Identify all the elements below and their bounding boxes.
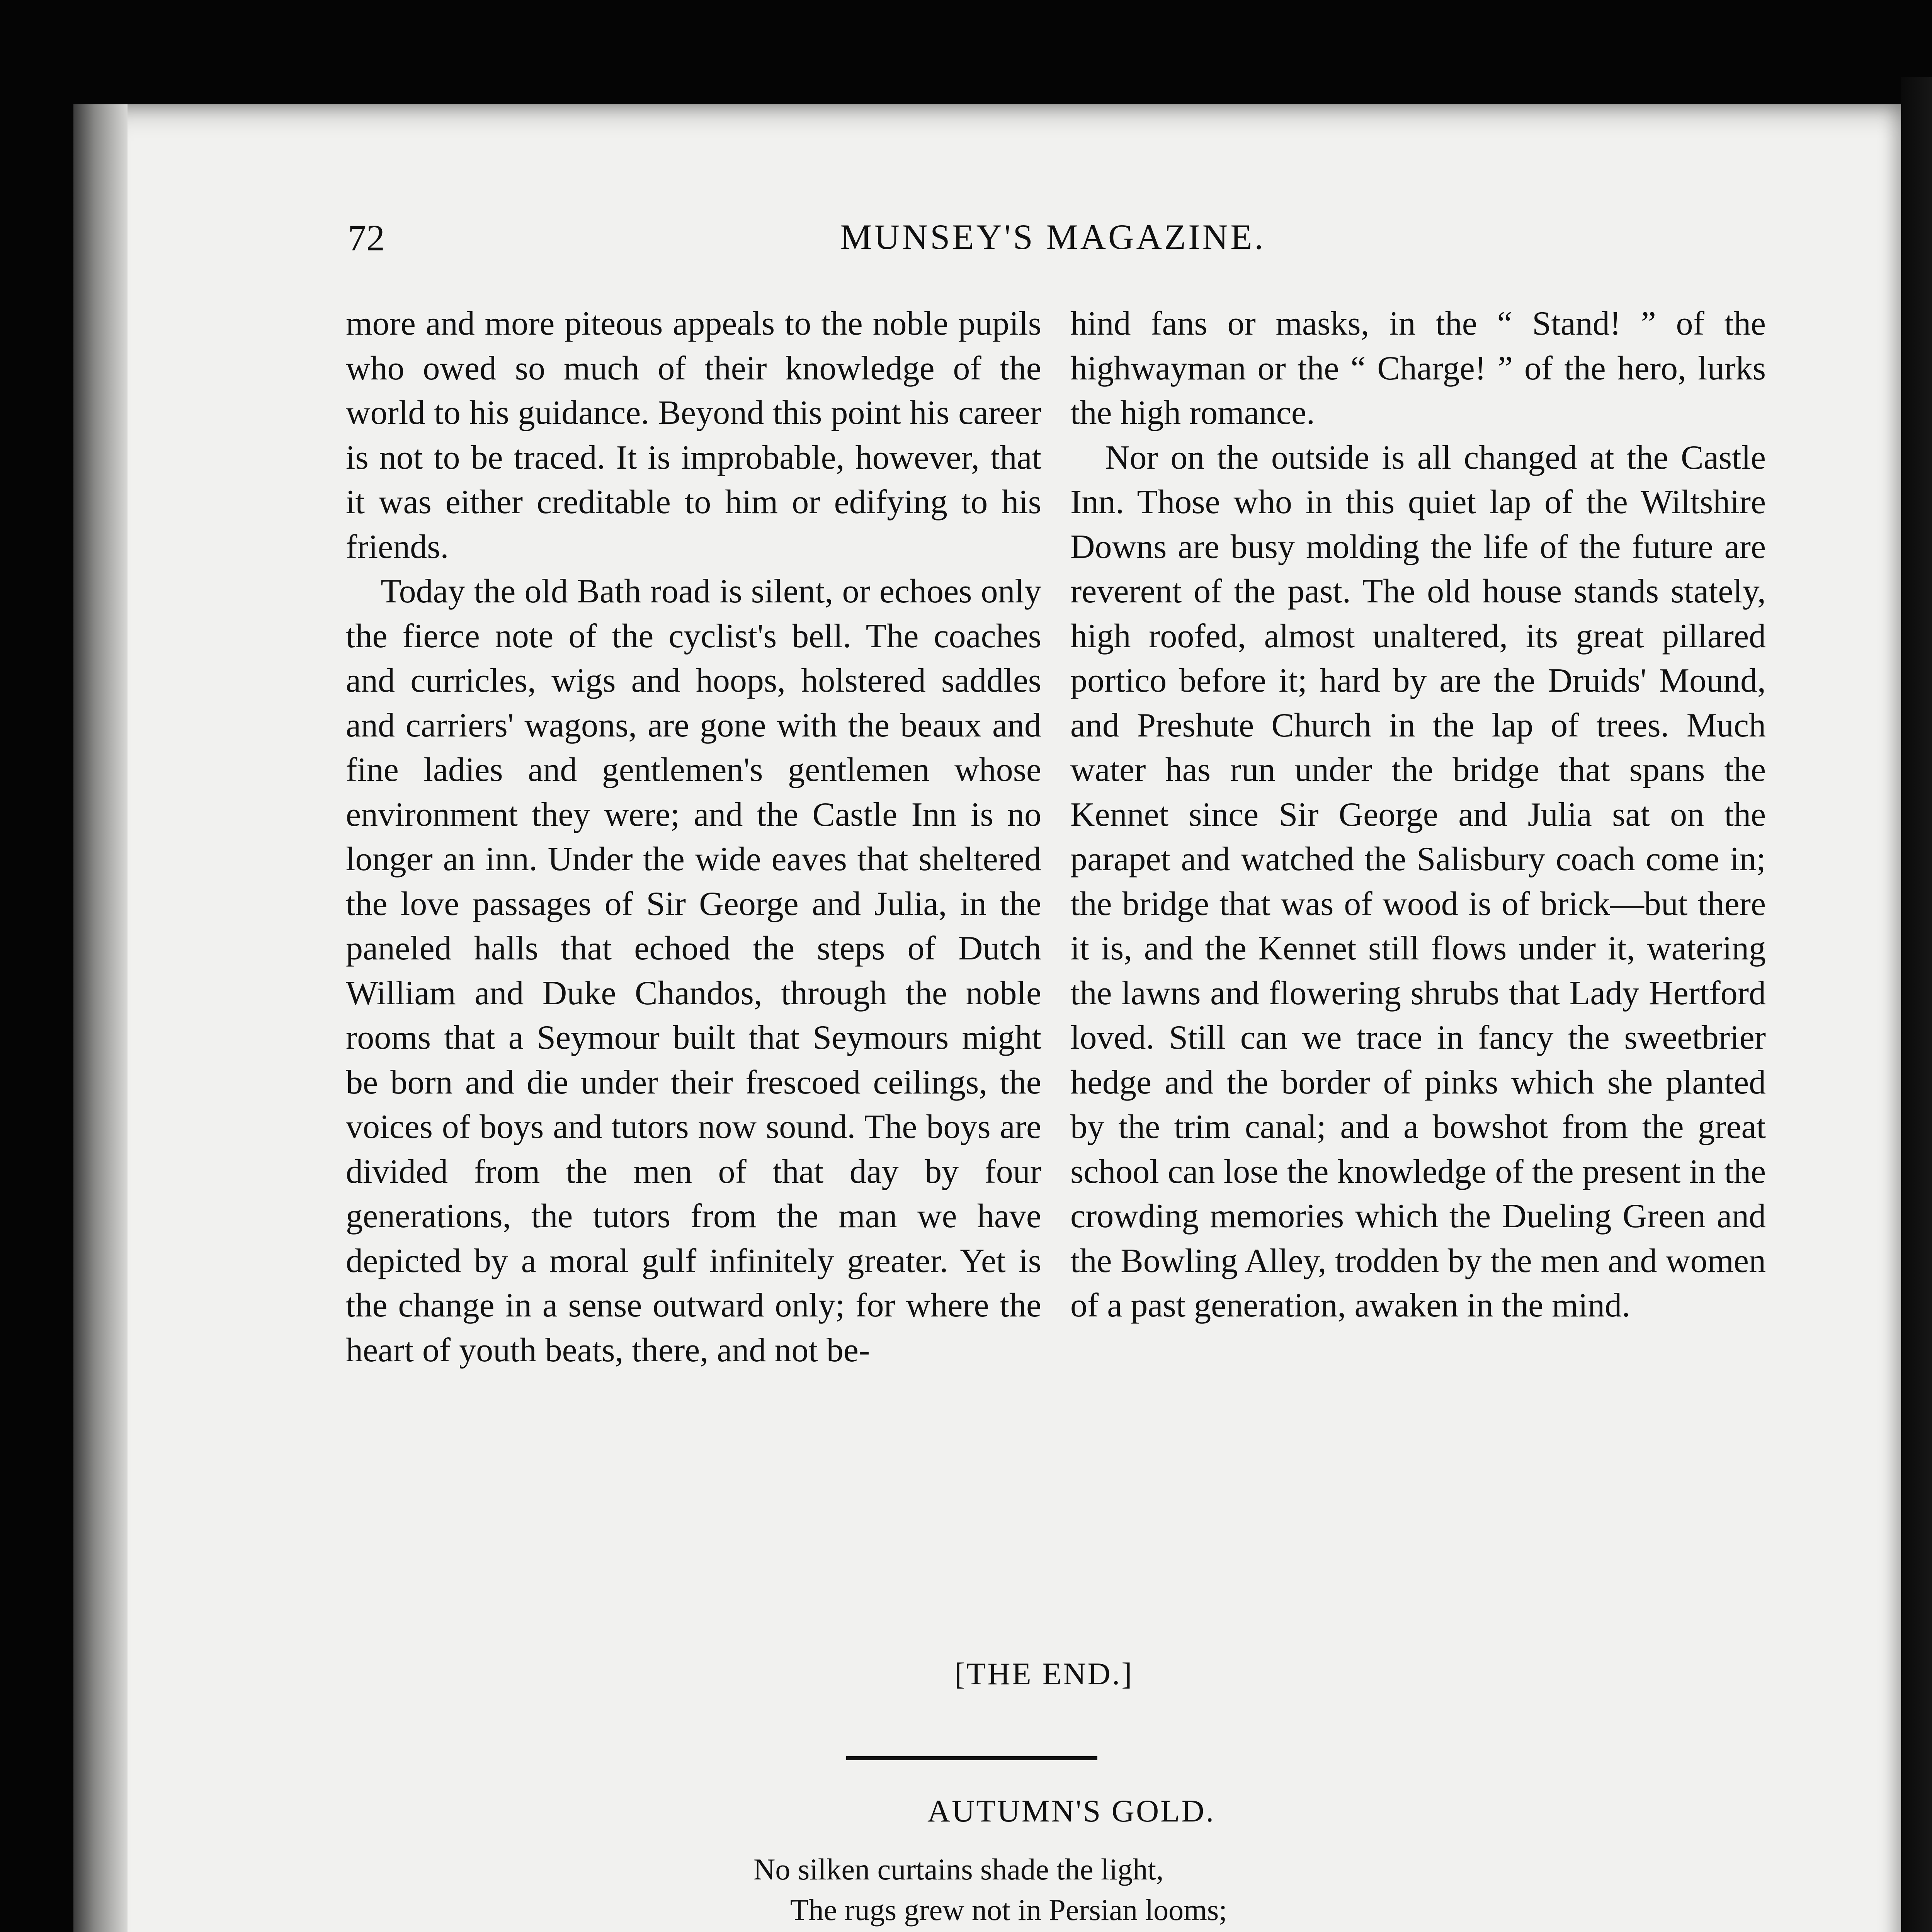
poem-line	[753, 1930, 1410, 1932]
paragraph: Nor on the outside is all changed at the Castle Inn. Those who in this quiet lap of the Wiltshire Downs are busy molding the life of the future are reverent of the past. The old house stands stately, high roofed, almost unaltered, its great pillared portico before it; hard by are the Druids' Mound, and Preshute Church in the lap of trees. Much water has run under the bridge that spans the Kennet since Sir George and Julia sat on the parapet and watched the Salisbury coach come in; the bridge that was of wood is of brick—but there it is, and the Kennet still flows under it, watering the lawns and flowering shrubs that Lady Hertford loved. Still can we trace in fancy the sweetbrier hedge and the border of pinks which she planted by the trim canal; and a bowshot from the great school can lose the knowledge of the present in the crowding memories which the Dueling Green and the Bowling Alley, trodden by the men and women of a past generation, awaken in the mind.	[1070, 439, 1766, 1324]
paragraph: hind fans or masks, in the “ Stand! ” of the highwayman or the “ Charge! ” of the hero, lurks the high romance.	[1070, 305, 1766, 432]
paragraph: more and more piteous appeals to the noble pupils who owed so much of their knowledge of the world to his guidance. Beyond this point his career is not to be traced. It is improbable, however, that it was either creditable to him or edifying to his friends.	[346, 305, 1041, 566]
the-end-marker: [THE END.]	[954, 1656, 1134, 1691]
poem-body	[753, 1849, 1410, 1932]
running-head: MUNSEY'S MAGAZINE.	[840, 217, 1266, 257]
left-column	[346, 301, 1041, 1372]
poem-title: AUTUMN'S GOLD.	[927, 1793, 1215, 1828]
page-header	[348, 216, 1758, 270]
next-page-edge	[1901, 77, 1932, 1932]
poem-line: The rugs grew not in Persian looms;	[790, 1893, 1227, 1927]
paragraph: Today the old Bath road is silent, or echoes only the fierce note of the cyclist's bell. The coaches and curricles, wigs and hoops, holstered saddles and carriers' wagons, are gone with the beaux and fine ladies and gentlemen's gentlemen whose environment they were; and the Castle Inn is no longer an inn. Under the wide eaves that sheltered the love passages of Sir George and Julia, in the paneled halls that echoed the steps of Dutch William and Duke Chandos, through the noble rooms that a Seymour built that Seymours might be born and die under their frescoed ceilings, the voices of boys and tutors now sound. The boys are divided from the men of that day by four generations, the tutors from the man we have depicted by a moral gulf infinitely greater. Yet is the change in a sense outward only; for where the heart of youth beats, there, and not be-	[346, 573, 1041, 1369]
section-divider	[846, 1756, 1097, 1760]
page-gutter-shadow	[73, 104, 128, 1932]
right-column	[1070, 301, 1766, 1328]
poem-line: No silken curtains shade the light,	[753, 1852, 1164, 1886]
page-number: 72	[348, 217, 385, 259]
poem-stanza	[753, 1849, 1410, 1932]
